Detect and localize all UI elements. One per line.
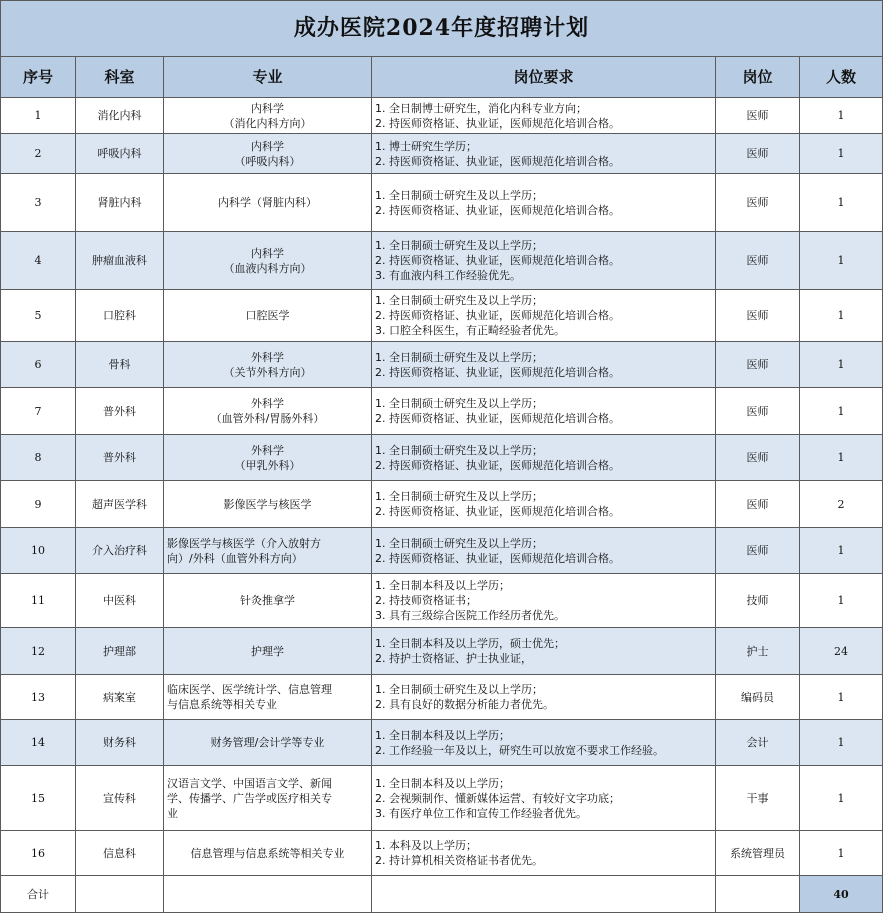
requirement-line: 1. 全日制本科及以上学历； bbox=[375, 728, 510, 742]
department: 介入治疗科 bbox=[76, 528, 164, 574]
major-line: 与信息系统等相关专业 bbox=[167, 698, 277, 711]
header-row bbox=[1, 57, 883, 98]
major bbox=[164, 481, 372, 528]
requirement-line: 1. 全日制硕士研究生及以上学历； bbox=[375, 188, 543, 202]
table-row bbox=[1, 388, 883, 435]
header-post: 岗位 bbox=[716, 57, 800, 98]
requirement-line: 1. 全日制硕士研究生及以上学历； bbox=[375, 490, 543, 503]
requirement-line: 1. 全日制硕士研究生及以上学历； bbox=[375, 294, 543, 307]
header-count: 人数 bbox=[800, 57, 883, 98]
header-major: 专业 bbox=[164, 57, 372, 98]
major-line: 影像医学与核医学 bbox=[223, 497, 312, 511]
row-number: 4 bbox=[1, 232, 76, 290]
empty-cell bbox=[716, 876, 800, 913]
headcount: 2 bbox=[800, 481, 883, 528]
major bbox=[164, 720, 372, 766]
major bbox=[164, 388, 372, 435]
department: 口腔科 bbox=[76, 290, 164, 342]
major bbox=[164, 528, 372, 574]
major-line: （甲乳外科） bbox=[234, 458, 301, 472]
requirement-line: 1. 本科及以上学历； bbox=[375, 839, 477, 852]
requirements bbox=[372, 435, 716, 481]
post: 干事 bbox=[716, 766, 800, 831]
row-number: 15 bbox=[1, 766, 76, 831]
table-row bbox=[1, 290, 883, 342]
department: 骨科 bbox=[76, 342, 164, 388]
headcount: 1 bbox=[800, 528, 883, 574]
table-row bbox=[1, 675, 883, 720]
requirement-line: 3. 口腔全科医生，有正畸经验者优先。 bbox=[375, 324, 565, 337]
table-row bbox=[1, 98, 883, 134]
major-line: 向）/外科（血管外科方向） bbox=[167, 551, 303, 565]
requirement-line: 3. 具有三级综合医院工作经历者优先。 bbox=[375, 609, 565, 622]
table-row bbox=[1, 435, 883, 481]
table-row bbox=[1, 831, 883, 876]
table-row bbox=[1, 342, 883, 388]
headcount: 24 bbox=[800, 628, 883, 675]
headcount: 1 bbox=[800, 766, 883, 831]
major bbox=[164, 628, 372, 675]
header-dept: 科室 bbox=[76, 57, 164, 98]
major-line: （关节外科方向） bbox=[223, 365, 312, 379]
post: 护士 bbox=[716, 628, 800, 675]
row-number: 5 bbox=[1, 290, 76, 342]
department: 肿瘤血液科 bbox=[76, 232, 164, 290]
requirement-line: 1. 全日制本科及以上学历； bbox=[375, 579, 510, 592]
major-line: 外科学 bbox=[251, 350, 284, 364]
major-line: （消化内科方向） bbox=[223, 116, 312, 130]
major bbox=[164, 174, 372, 232]
requirements bbox=[372, 831, 716, 876]
requirement-line: 2. 持医师资格证、执业证，医师规范化培训合格。 bbox=[375, 254, 620, 267]
major bbox=[164, 766, 372, 831]
major-line: （血液内科方向） bbox=[223, 261, 312, 275]
requirement-line: 2. 持医师资格证、执业证，医师规范化培训合格。 bbox=[375, 458, 620, 472]
table-row bbox=[1, 720, 883, 766]
total-value: 40 bbox=[800, 876, 883, 913]
headcount: 1 bbox=[800, 232, 883, 290]
total-label: 合计 bbox=[1, 876, 76, 913]
requirement-line: 1. 全日制本科及以上学历； bbox=[375, 776, 510, 790]
requirement-line: 1. 博士研究生学历； bbox=[375, 139, 477, 153]
major-line: 护理学 bbox=[251, 644, 284, 658]
row-number: 13 bbox=[1, 675, 76, 720]
table-row bbox=[1, 574, 883, 628]
empty-cell bbox=[164, 876, 372, 913]
requirements bbox=[372, 232, 716, 290]
post: 医师 bbox=[716, 134, 800, 174]
headcount: 1 bbox=[800, 290, 883, 342]
requirement-line: 2. 持医师资格证、执业证，医师规范化培训合格。 bbox=[375, 154, 620, 168]
department: 肾脏内科 bbox=[76, 174, 164, 232]
requirements bbox=[372, 675, 716, 720]
department: 财务科 bbox=[76, 720, 164, 766]
requirement-line: 2. 持医师资格证、执业证，医师规范化培训合格。 bbox=[375, 116, 620, 130]
table-row bbox=[1, 628, 883, 675]
requirements bbox=[372, 481, 716, 528]
headcount: 1 bbox=[800, 675, 883, 720]
department: 护理部 bbox=[76, 628, 164, 675]
department: 消化内科 bbox=[76, 98, 164, 134]
row-number: 6 bbox=[1, 342, 76, 388]
requirement-line: 3. 有医疗单位工作和宣传工作经验者优先。 bbox=[375, 806, 587, 820]
major bbox=[164, 831, 372, 876]
header-no: 序号 bbox=[1, 57, 76, 98]
major bbox=[164, 134, 372, 174]
major-line: 影像医学与核医学（介入放射方 bbox=[167, 536, 321, 550]
major-line: 汉语言文学、中国语言文学、新闻 bbox=[167, 776, 332, 790]
requirement-line: 2. 持计算机相关资格证书者优先。 bbox=[375, 854, 543, 867]
major-line: 学、传播学、广告学或医疗相关专 bbox=[167, 791, 332, 805]
major-line: 口腔医学 bbox=[245, 309, 290, 322]
headcount: 1 bbox=[800, 174, 883, 232]
table-row bbox=[1, 232, 883, 290]
major-line: （呼吸内科） bbox=[234, 154, 301, 168]
major-line: 外科学 bbox=[251, 397, 284, 410]
department: 超声医学科 bbox=[76, 481, 164, 528]
headcount: 1 bbox=[800, 574, 883, 628]
row-number: 9 bbox=[1, 481, 76, 528]
table-row bbox=[1, 174, 883, 232]
row-number: 2 bbox=[1, 134, 76, 174]
requirement-line: 2. 持医师资格证、执业证，医师规范化培训合格。 bbox=[375, 203, 620, 217]
post: 技师 bbox=[716, 574, 800, 628]
requirements bbox=[372, 574, 716, 628]
department: 普外科 bbox=[76, 435, 164, 481]
major bbox=[164, 98, 372, 134]
major bbox=[164, 574, 372, 628]
row-number: 14 bbox=[1, 720, 76, 766]
empty-cell bbox=[372, 876, 716, 913]
page-title: 成办医院2024年度招聘计划 bbox=[1, 1, 883, 57]
major-line: 内科学（肾脏内科） bbox=[218, 196, 317, 209]
requirement-line: 2. 会视频制作、懂新媒体运营、有较好文字功底； bbox=[375, 791, 620, 805]
table-row bbox=[1, 134, 883, 174]
requirement-line: 2. 持医师资格证、执业证，医师规范化培训合格。 bbox=[375, 365, 620, 379]
header-requirements: 岗位要求 bbox=[372, 57, 716, 98]
row-number: 11 bbox=[1, 574, 76, 628]
requirement-line: 2. 具有良好的数据分析能力者优先。 bbox=[375, 698, 554, 711]
requirements bbox=[372, 290, 716, 342]
requirements bbox=[372, 174, 716, 232]
post: 系统管理员 bbox=[716, 831, 800, 876]
major-line: 针灸推拿学 bbox=[240, 594, 295, 607]
requirement-line: 1. 全日制硕士研究生及以上学历； bbox=[375, 397, 543, 410]
requirement-line: 2. 持医师资格证、执业证，医师规范化培训合格。 bbox=[375, 551, 620, 565]
table-row bbox=[1, 766, 883, 831]
table-row bbox=[1, 481, 883, 528]
requirement-line: 2. 工作经验一年及以上，研究生可以放宽不要求工作经验。 bbox=[375, 743, 664, 757]
row-number: 1 bbox=[1, 98, 76, 134]
row-number: 10 bbox=[1, 528, 76, 574]
headcount: 1 bbox=[800, 388, 883, 435]
major-line: 财务管理/会计学等专业 bbox=[210, 736, 325, 749]
requirements bbox=[372, 388, 716, 435]
table-row bbox=[1, 528, 883, 574]
major-line: （血管外科/胃肠外科） bbox=[210, 412, 325, 425]
department: 宣传科 bbox=[76, 766, 164, 831]
requirement-line: 3. 有血液内科工作经验优先。 bbox=[375, 269, 521, 282]
major-line: 内科学 bbox=[251, 139, 284, 153]
requirements bbox=[372, 98, 716, 134]
headcount: 1 bbox=[800, 134, 883, 174]
major bbox=[164, 435, 372, 481]
requirement-line: 1. 全日制硕士研究生及以上学历； bbox=[375, 536, 543, 550]
post: 医师 bbox=[716, 342, 800, 388]
department: 中医科 bbox=[76, 574, 164, 628]
post: 医师 bbox=[716, 528, 800, 574]
requirement-line: 2. 持护士资格证、护士执业证， bbox=[375, 652, 532, 665]
major bbox=[164, 290, 372, 342]
post: 会计 bbox=[716, 720, 800, 766]
requirement-line: 1. 全日制硕士研究生及以上学历； bbox=[375, 239, 543, 252]
department: 呼吸内科 bbox=[76, 134, 164, 174]
row-number: 8 bbox=[1, 435, 76, 481]
row-number: 16 bbox=[1, 831, 76, 876]
major-line: 内科学 bbox=[251, 101, 284, 115]
post: 医师 bbox=[716, 232, 800, 290]
department: 信息科 bbox=[76, 831, 164, 876]
row-number: 3 bbox=[1, 174, 76, 232]
requirement-line: 2. 持医师资格证、执业证，医师规范化培训合格。 bbox=[375, 412, 620, 425]
requirement-line: 2. 持医师资格证、执业证，医师规范化培训合格。 bbox=[375, 505, 620, 518]
major bbox=[164, 232, 372, 290]
major-line: 内科学 bbox=[251, 246, 284, 260]
row-number: 12 bbox=[1, 628, 76, 675]
major-line: 外科学 bbox=[251, 443, 284, 457]
headcount: 1 bbox=[800, 435, 883, 481]
post: 医师 bbox=[716, 388, 800, 435]
requirement-line: 1. 全日制博士研究生，消化内科专业方向； bbox=[375, 101, 587, 115]
requirements bbox=[372, 528, 716, 574]
requirement-line: 1. 全日制硕士研究生及以上学历； bbox=[375, 350, 543, 364]
department: 病案室 bbox=[76, 675, 164, 720]
headcount: 1 bbox=[800, 98, 883, 134]
requirements bbox=[372, 766, 716, 831]
requirement-line: 1. 全日制硕士研究生及以上学历； bbox=[375, 683, 543, 696]
major bbox=[164, 675, 372, 720]
requirement-line: 1. 全日制本科及以上学历，硕士优先； bbox=[375, 637, 565, 650]
major-line: 业 bbox=[167, 806, 178, 820]
requirements bbox=[372, 134, 716, 174]
requirements bbox=[372, 720, 716, 766]
requirements bbox=[372, 628, 716, 675]
post: 编码员 bbox=[716, 675, 800, 720]
major-line: 临床医学、医学统计学、信息管理 bbox=[167, 683, 332, 696]
post: 医师 bbox=[716, 290, 800, 342]
requirements bbox=[372, 342, 716, 388]
major-line: 信息管理与信息系统等相关专业 bbox=[190, 846, 345, 860]
requirement-line: 2. 持技师资格证书； bbox=[375, 594, 477, 607]
headcount: 1 bbox=[800, 831, 883, 876]
requirement-line: 2. 持医师资格证、执业证，医师规范化培训合格。 bbox=[375, 309, 620, 322]
department: 普外科 bbox=[76, 388, 164, 435]
empty-cell bbox=[76, 876, 164, 913]
requirement-line: 1. 全日制硕士研究生及以上学历； bbox=[375, 443, 543, 457]
row-number: 7 bbox=[1, 388, 76, 435]
total-row bbox=[1, 876, 883, 913]
post: 医师 bbox=[716, 481, 800, 528]
headcount: 1 bbox=[800, 720, 883, 766]
headcount: 1 bbox=[800, 342, 883, 388]
post: 医师 bbox=[716, 435, 800, 481]
post: 医师 bbox=[716, 98, 800, 134]
major bbox=[164, 342, 372, 388]
post: 医师 bbox=[716, 174, 800, 232]
